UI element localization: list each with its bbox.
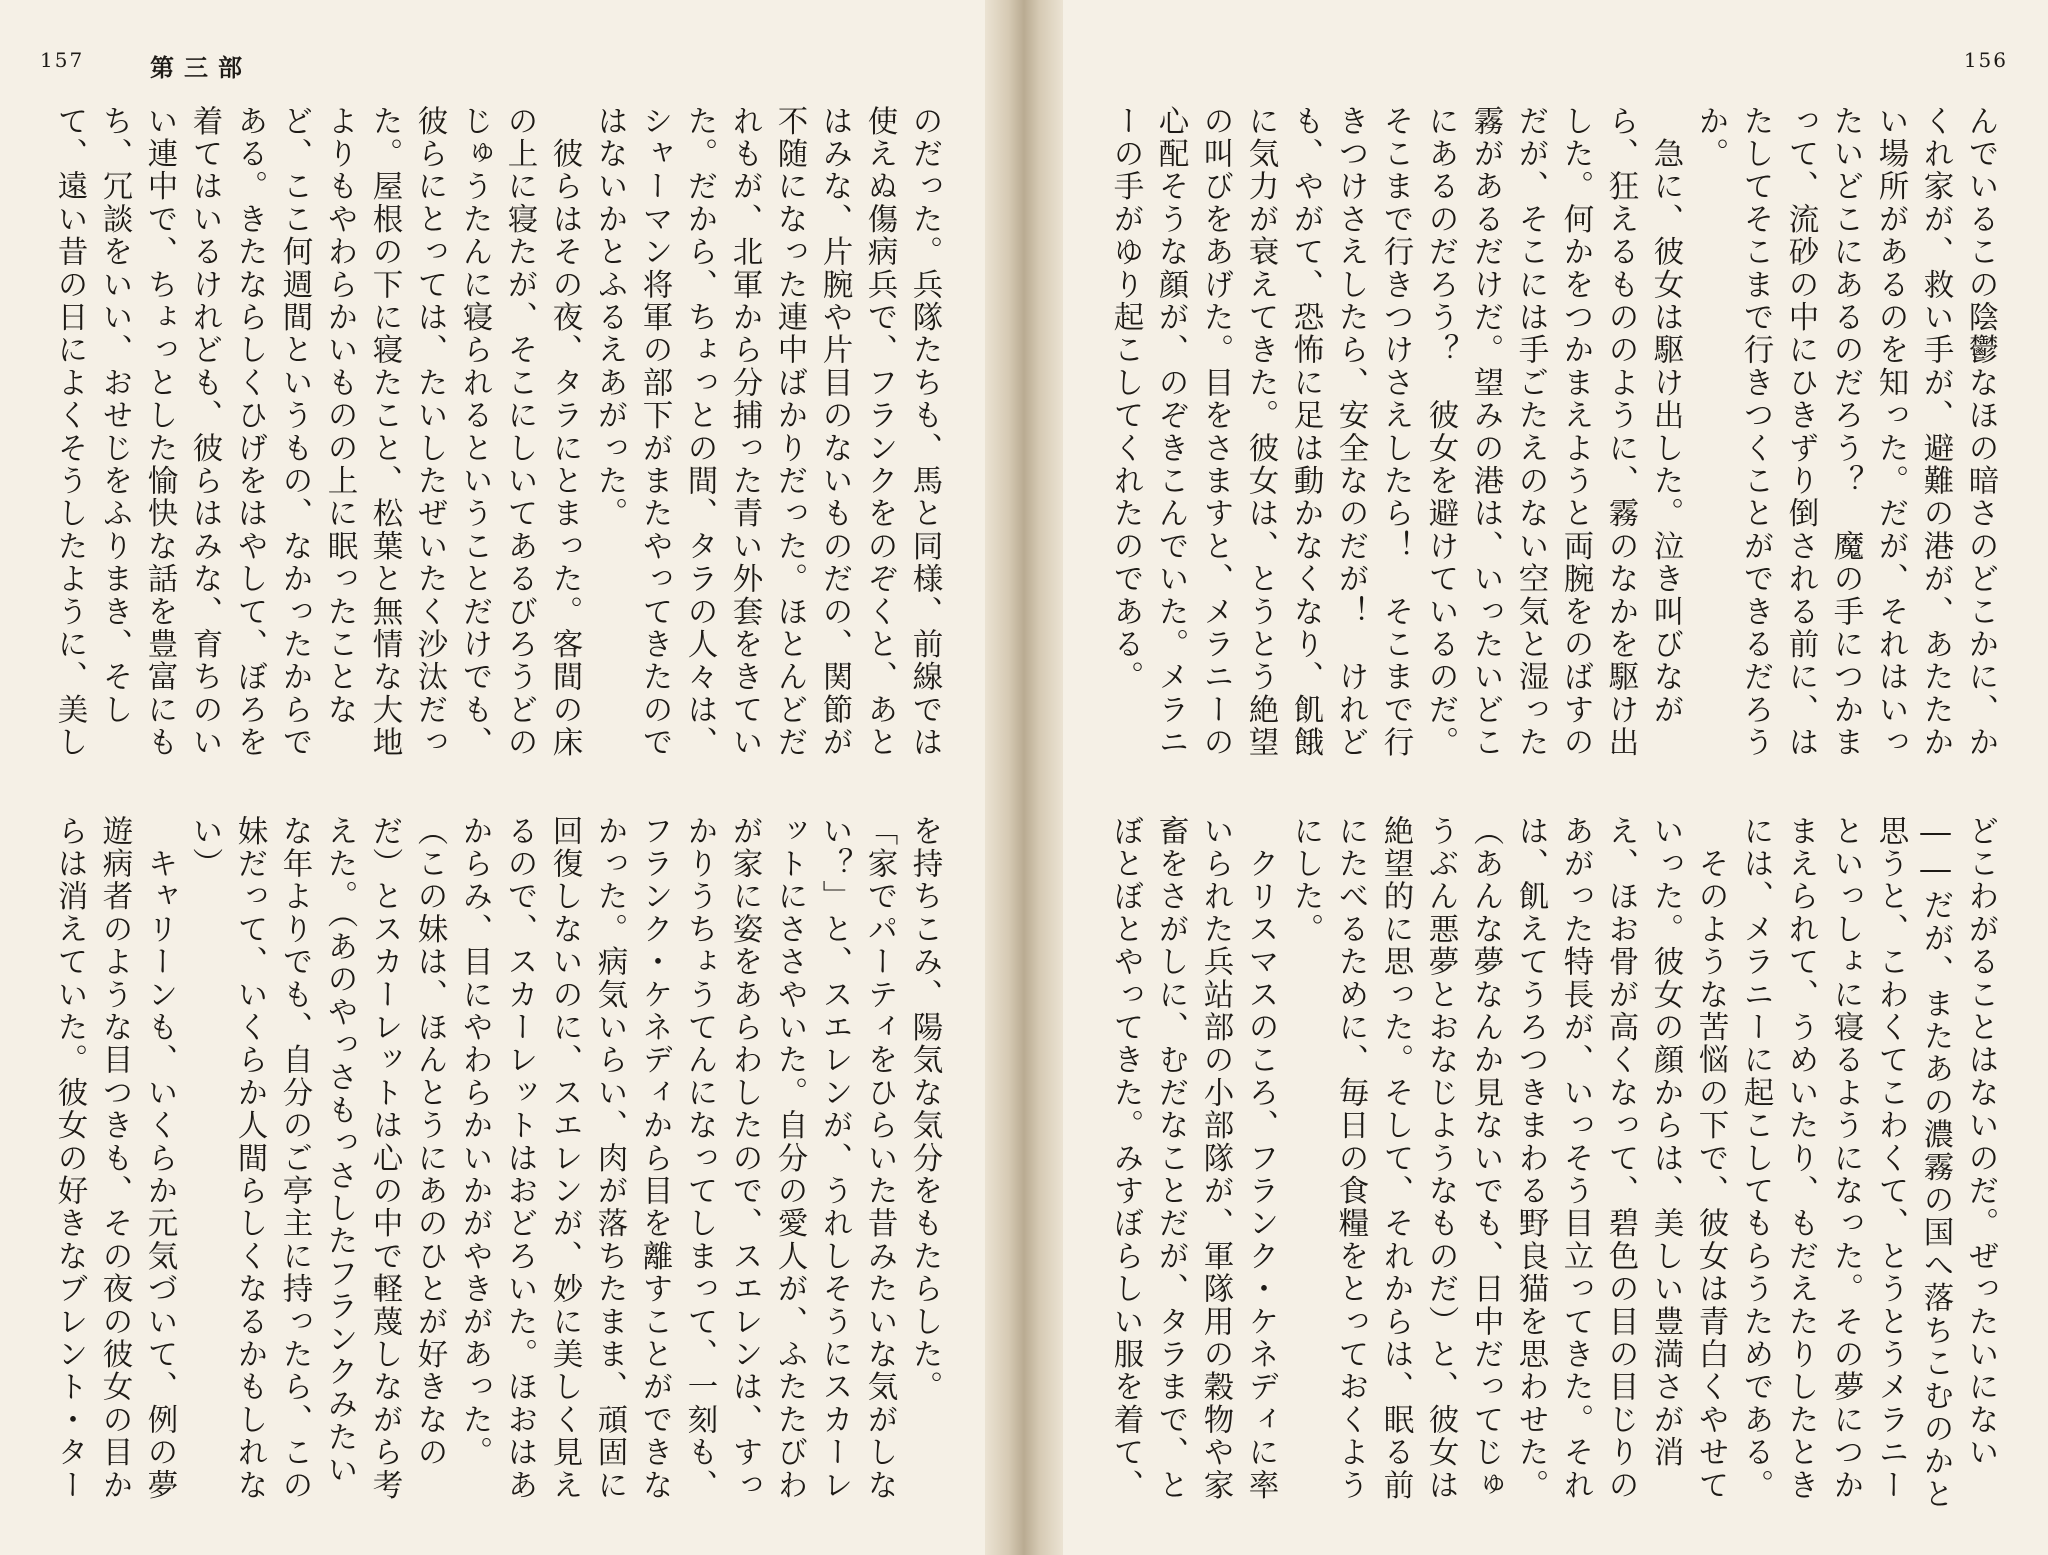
- page-number-right: 156: [1963, 48, 2008, 72]
- left-page: [0, 0, 985, 1555]
- left-top-text-block: のだった。兵隊たちも、馬と同様、前線では使えぬ傷病兵で、フランクをのぞくと、あとはみな、片腕や片目のないものだの、関節が不随になった連中ばかりだった。ほとんどだれもが、北軍から分捕った青い外套をきていた。だから、ちょっとの間、タラの人々は、シャーマン将軍の部下がまたやってきたのではないかとふるえあがった。 彼らはその夜、タラにとまった。客間の床の上に寝たが、そこにしいてあるびろうどのじゅうたんに寝られるということだけでも、彼らにとっては、たいしたぜいたく沙汰だった。屋根の下に寝たこと、松葉と無情な大地よりもやわらかいものの上に眠ったことなど、ここ何週間というもの、なかったからである。きたならしくひげをはやして、ぼろを着てはいるけれども、彼らはみな、育ちのいい連中で、ちょっとした愉快な話を豊富にもち、冗談をいい、おせじをふりまき、そして、遠い昔の日によくそうしたように、美し: [52, 105, 942, 759]
- right-bottom-text-block: どこわがることはないのだ。ぜったいにない――だが、またあの濃霧の国へ落ちこむのかと思うと、こわくてこわくて、とうとうメラニーといっしょに寝るようになった。その夢につかまえられて、うめいたり、もだえたりしたときには、メラニーに起こしてもらうためである。 そのような苦悩の下で、彼女は青白くやせていった。彼女の顔からは、美しい豊満さが消え、ほお骨が高くなって、碧色の目の目じりのあがった特長が、いっそう目立ってきた。それは、飢えてうろつきまわる野良猫を思わせた。 （あんな夢なんか見ないでも、日中だってじゅうぶん悪夢とおなじようなものだ）と、彼女は絶望的に思った。そして、それからは、眠る前にたべるために、毎日の食糧をとっておくようにした。 クリスマスのころ、フランク・ケネディに率いられた兵站部の小部隊が、軍隊用の穀物や家畜をさがしに、むだなことだが、タラまで、とぼとぼとやってきた。みすぼらしい服を着て、: [1108, 815, 1998, 1511]
- right-page: [1063, 0, 2048, 1555]
- right-top-text-block: んでいるこの陰鬱なほの暗さのどこかに、かくれ家が、救い手が、避難の港が、あたたかい場所があるのを知った。だが、それはいったいどこにあるのだろう？ 魔の手につかまって、流砂の中にひきずり倒される前に、はたしてそこまで行きつくことができるだろうか。 急に、彼女は駆け出した。泣き叫びながら、狂えるもののように、霧のなかを駆け出した。何かをつかまえようと両腕をのばすのだが、そこには手ごたえのない空気と湿った霧があるだけだ。望みの港は、いったいどこにあるのだろう？ 彼女を避けているのだ。そこまで行きつけさえしたら！ そこまで行きつけさえしたら、安全なのだが！ けれども、やがて、恐怖に足は動かなくなり、飢餓に気力が衰えてきた。彼女は、とうとう絶望の叫びをあげた。目をさますと、メラニーの心配そうな顔が、のぞきこんでいた。メラニーの手がゆり起こしてくれたのである。: [1108, 105, 1998, 759]
- book-gutter: [985, 0, 1063, 1555]
- page-number-left: 157: [40, 48, 85, 72]
- left-bottom-text-block: を持ちこみ、陽気な気分をもたらした。 「家でパーティをひらいた昔みたいな気がしない？」と、スエレンが、うれしそうにスカーレットにささやいた。自分の愛人が、ふたたびわが家に姿をあらわしたので、スエレンは、すっかりうちょうてんになってしまって、一刻も、フランク・ケネディから目を離すことができなかった。病気いらい、肉が落ちたまま、頑固に回復しないのに、スエレンが、妙に美しく見えるので、スカーレットはおどろいた。ほおはあからみ、目にやわらかいかがやきがあった。 （この妹は、ほんとうにあのひとが好きなのだ）とスカーレットは心の中で軽蔑しながら考えた。（あのやっさもっさしたフランクみたいな年よりでも、自分のご亭主に持ったら、この妹だって、いくらか人間らしくなるかもしれない） キャリーンも、いくらか元気づいて、例の夢遊病者のような目つきも、その夜の彼女の目からは消えていた。彼女の好きなブレント・ター: [52, 815, 942, 1502]
- running-head: 第三部: [150, 53, 252, 82]
